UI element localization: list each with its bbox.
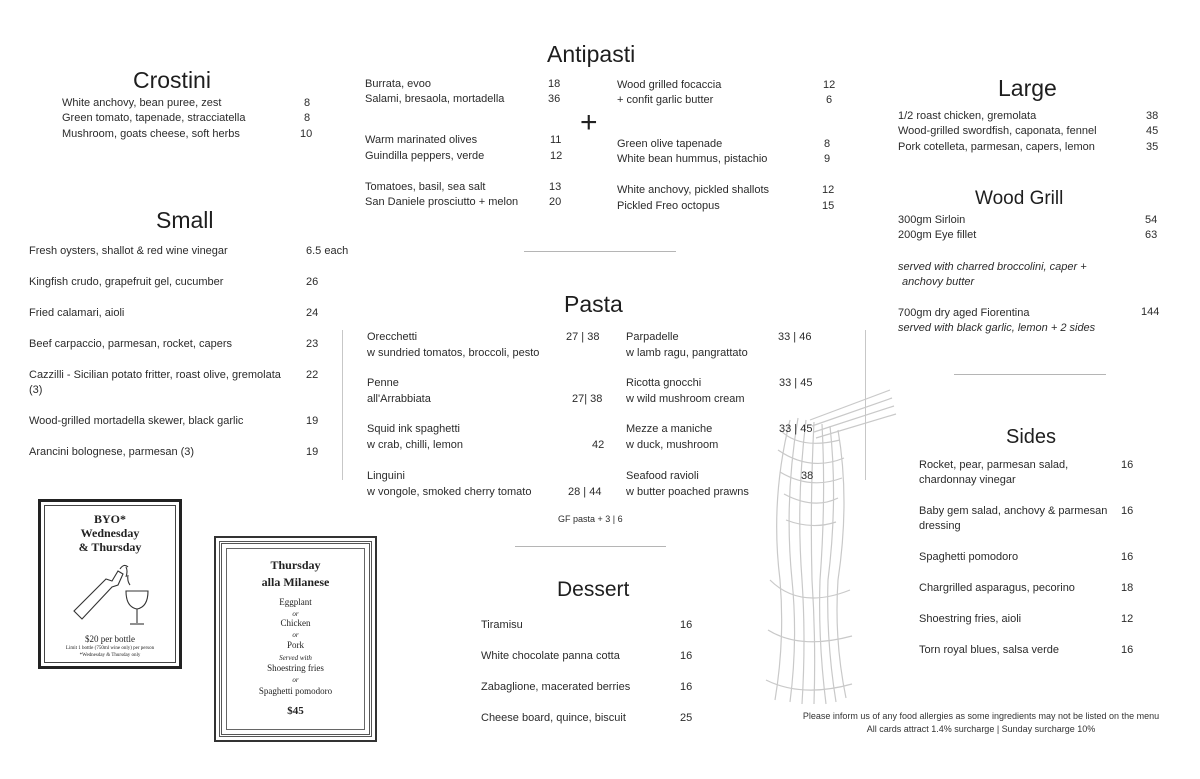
wood-grill-item-1-price: 54 [1145,214,1158,226]
small-item-6-name: Wood-grilled mortadella skewer, black garlic [29,415,244,427]
antipasti-right-item-6-price: 15 [822,200,835,212]
gf-pasta-note: GF pasta + 3 | 6 [558,514,623,524]
pasta-left-item-3-price: 42 [592,439,605,451]
divider-antipasti-pasta [524,251,676,252]
antipasti-right-item-3-price: 8 [824,138,831,150]
small-item-5-name: Cazzilli - Sicilian potato fritter, roast olive, gremolata [29,369,281,381]
milanese-or-3: or [292,676,299,684]
pasta-left-divider [342,330,343,480]
plus-sign: + [580,106,598,139]
milanese-title-1: Thursday [270,558,321,572]
antipasti-left-item-3-price: 11 [550,134,562,146]
large-item-3-price: 35 [1146,141,1159,153]
sides-item-2-name-cont: dressing [919,520,961,532]
milanese-title-2: alla Milanese [261,575,330,589]
large-item-1-price: 38 [1146,110,1159,122]
crostini-item-3-price: 10 [300,128,313,140]
byo-days-1: Wednesday [80,526,140,540]
sides-item-4-name: Chargrilled asparagus, pecorino [919,582,1075,594]
crostini-item-3-name: Mushroom, goats cheese, soft herbs [62,128,240,140]
antipasti-right-item-4-price: 9 [824,153,831,165]
crostini-heading: Crostini [133,67,211,93]
antipasti-left-item-2-name: Salami, bresaola, mortadella [365,93,505,105]
pasta-right-item-3-name: Mezze a maniche [626,423,713,435]
wood-grill-served-note-1b: anchovy butter [902,276,975,288]
small-heading: Small [156,207,214,233]
divider-pasta-dessert [515,546,666,547]
milanese-price: $45 [287,705,304,717]
antipasti-right-item-2-name: + confit garlic butter [617,94,714,106]
antipasti-left-item-2-price: 36 [548,93,561,105]
small-item-1-price: 6.5 each [306,245,349,257]
wood-grill-item-2-price: 63 [1145,229,1158,241]
small-item-5-price: 22 [306,369,319,381]
antipasti-right-item-2-price: 6 [826,94,833,106]
antipasti-heading: Antipasti [547,41,636,67]
sides-item-5-price: 12 [1121,613,1134,625]
pasta-right-item-4-price: 38 [801,470,814,482]
pasta-right-item-2-price: 33 | 45 [779,377,813,389]
antipasti-left-item-5-price: 13 [549,181,562,193]
small-item-7-name: Arancini bolognese, parmesan (3) [29,446,195,458]
small-item-6-price: 19 [306,415,319,427]
byo-price: $20 per bottle [85,634,135,644]
pasta-right-item-2-name: Ricotta gnocchi [626,377,702,389]
antipasti-right-item-6-name: Pickled Freo octopus [617,200,720,212]
sides-item-1-name: Rocket, pear, parmesan salad, [919,459,1069,471]
antipasti-right-item-1-name: Wood grilled focaccia [617,79,722,91]
sides-item-2-price: 16 [1121,505,1134,517]
small-item-3-price: 24 [306,307,319,319]
dessert-item-1-name: Tiramisu [481,619,523,631]
dessert-item-3-name: Zabaglione, macerated berries [481,681,631,693]
pasta-right-item-1-desc: w lamb ragu, pangrattato [626,347,748,359]
antipasti-left-item-6-name: San Daniele prosciutto + melon [365,196,519,208]
antipasti-left-item-6-price: 20 [549,196,562,208]
small-item-4-name: Beef carpaccio, parmesan, rocket, capers [29,338,232,350]
pasta-right-item-2-desc: w wild mushroom cream [626,393,745,405]
antipasti-right-item-1-price: 12 [823,79,836,91]
allergy-notice: Please inform us of any food allergies as some ingredients may not be listed on the menu [802,711,1160,721]
small-item-2-name: Kingfish crudo, grapefruit gel, cucumber [29,276,224,288]
milanese-or-2: or [292,631,299,639]
antipasti-right-item-5-price: 12 [822,184,835,196]
pasta-right-item-1-name: Parpadelle [626,331,679,343]
pasta-right-item-4-desc: w butter poached prawns [626,486,749,498]
sides-heading: Sides [1006,426,1057,448]
antipasti-left-item-1-price: 18 [548,78,561,90]
crostini-item-2-name: Green tomato, tapenade, stracciatella [62,112,246,124]
dessert-item-3-price: 16 [680,681,693,693]
small-item-7-price: 19 [306,446,319,458]
large-item-3-name: Pork cotelleta, parmesan, capers, lemon [898,141,1095,153]
pasta-right-divider [865,330,866,480]
milanese-side-fries: Shoestring fries [267,663,324,673]
pasta-left-item-1-name: Orecchetti [367,331,418,343]
large-heading: Large [998,75,1057,101]
wood-grill-item-2-name: 200gm Eye fillet [898,229,977,241]
crostini-item-2-price: 8 [304,112,311,124]
wood-grill-served-note-1: served with charred broccolini, caper + [898,261,1087,273]
surcharge-notice: All cards attract 1.4% surcharge | Sunday surcharge 10% [866,724,1096,734]
sides-item-3-name: Spaghetti pomodoro [919,551,1019,563]
sides-item-1-name-cont: chardonnay vinegar [919,474,1016,486]
sides-item-1-price: 16 [1121,459,1134,471]
milanese-option-chicken: Chicken [280,618,311,628]
small-item-5-name-cont: (3) [29,384,43,396]
pasta-right-item-3-desc: w duck, mushroom [626,439,719,451]
pasta-left-item-4-name: Linguini [367,470,405,482]
antipasti-right-item-4-name: White bean hummus, pistachio [617,153,768,165]
fiorentina-name: 700gm dry aged Fiorentina [898,307,1030,319]
pasta-left-item-1-price: 27 | 38 [566,331,600,343]
dessert-item-2-price: 16 [680,650,693,662]
pasta-left-item-2-price: 27| 38 [572,393,603,405]
sides-item-6-name: Torn royal blues, salsa verde [919,644,1060,656]
antipasti-right-item-3-name: Green olive tapenade [617,138,723,150]
sides-item-2-name: Baby gem salad, anchovy & parmesan [919,505,1108,517]
wood-grill-item-1-name: 300gm Sirloin [898,214,966,226]
thursday-milanese-poster [214,536,377,742]
byo-fine-print-1: Limit 1 bottle (750ml wine only) per person [65,646,155,651]
dessert-item-4-price: 25 [680,712,693,724]
milanese-option-eggplant: Eggplant [279,597,312,607]
antipasti-left-item-3-name: Warm marinated olives [365,134,478,146]
antipasti-left-item-1-name: Burrata, evoo [365,78,432,90]
milanese-option-pork: Pork [286,640,304,650]
fiorentina-price: 144 [1141,306,1160,318]
spaghetti-fork-illustration-icon [740,380,900,710]
small-item-3-name: Fried calamari, aioli [29,307,125,319]
pasta-left-item-3-desc: w crab, chilli, lemon [367,439,463,451]
large-item-2-name: Wood-grilled swordfish, caponata, fennel [898,125,1097,137]
divider-grill-sides [954,374,1106,375]
large-item-2-price: 45 [1146,125,1159,137]
milanese-or-1: or [292,610,299,618]
pasta-left-item-4-desc: w vongole, smoked cherry tomato [367,486,532,498]
pasta-left-item-3-name: Squid ink spaghetti [367,423,460,435]
pasta-left-item-2-desc: all'Arrabbiata [367,393,431,405]
sides-item-5-name: Shoestring fries, aioli [919,613,1022,625]
large-item-1-name: 1/2 roast chicken, gremolata [898,110,1037,122]
crostini-item-1-name: White anchovy, bean puree, zest [62,97,222,109]
pasta-right-item-3-price: 33 | 45 [779,423,813,435]
antipasti-left-item-4-name: Guindilla peppers, verde [365,150,485,162]
sides-item-6-price: 16 [1121,644,1134,656]
small-item-2-price: 26 [306,276,319,288]
wine-bottle-glass-icon [68,561,152,627]
sides-item-3-price: 16 [1121,551,1134,563]
small-item-4-price: 23 [306,338,319,350]
pasta-right-item-4-name: Seafood ravioli [626,470,699,482]
byo-poster [38,499,182,669]
sides-item-4-price: 18 [1121,582,1134,594]
byo-title: BYO* [93,512,126,526]
pasta-left-item-4-price: 28 | 44 [568,486,602,498]
wood-grill-served-note-2: served with black garlic, lemon + 2 sides [898,322,1096,334]
dessert-item-1-price: 16 [680,619,693,631]
small-item-1-name: Fresh oysters, shallot & red wine vinegar [29,245,228,257]
milanese-served-with: Served with [279,654,312,662]
dessert-item-2-name: White chocolate panna cotta [481,650,620,662]
milanese-side-spaghetti: Spaghetti pomodoro [258,686,333,696]
dessert-heading: Dessert [557,578,630,601]
pasta-left-item-2-name: Penne [367,377,399,389]
pasta-heading: Pasta [564,291,623,317]
wood-grill-heading: Wood Grill [975,188,1064,209]
byo-days-2: & Thursday [78,540,142,554]
antipasti-left-item-5-name: Tomatoes, basil, sea salt [365,181,486,193]
pasta-left-item-1-desc: w sundried tomatos, broccoli, pesto [367,347,540,359]
dessert-item-4-name: Cheese board, quince, biscuit [481,712,626,724]
byo-fine-print-2: *Wednesday & Thursday only [79,653,141,658]
crostini-item-1-price: 8 [304,97,311,109]
antipasti-right-item-5-name: White anchovy, pickled shallots [617,184,770,196]
pasta-right-item-1-price: 33 | 46 [778,331,812,343]
antipasti-left-item-4-price: 12 [550,150,563,162]
